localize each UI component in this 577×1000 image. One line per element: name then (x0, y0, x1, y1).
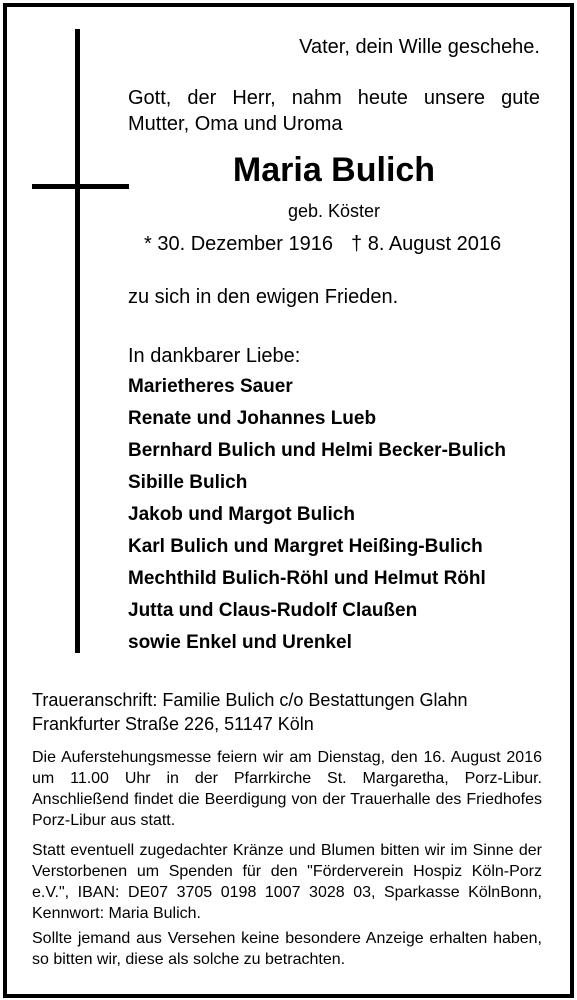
mourner: Jakob und Margot Bulich (128, 504, 355, 525)
mourner: sowie Enkel und Urenkel (128, 632, 352, 653)
motto: Vater, dein Wille geschehe. (299, 36, 540, 58)
birth-date: * 30. Dezember 1916 (144, 233, 334, 255)
mourning-address (32, 688, 468, 736)
life-dates (144, 233, 501, 256)
peace-text: zu sich in den ewigen Frieden. (128, 286, 399, 308)
intro-text: Gott, der Herr, nahm heute unsere gute Mutter, Oma und Uroma (128, 87, 540, 135)
mourner: Sibille Bulich (128, 472, 248, 493)
address-line: Frankfurter Straße 226, 51147 Köln (32, 714, 314, 734)
mourner: Mechthild Bulich-Röhl und Helmut Röhl (128, 568, 486, 589)
death-date: † 8. August 2016 (351, 233, 502, 255)
maiden-name: geb. Köster (287, 201, 381, 221)
mourner: Jutta und Claus-Rudolf Claußen (128, 600, 418, 621)
closing-note: Sollte jemand aus Versehen keine besondere Anzeige erhalten haben, so bitten wir, diese als solche zu betrachten. (32, 930, 542, 968)
mourner: Renate und Johannes Lueb (128, 408, 377, 429)
cross-icon-crossbar (32, 184, 129, 189)
address-line: Traueranschrift: Familie Bulich c/o Bestattungen Glahn (32, 690, 468, 710)
mourner: Karl Bulich und Margret Heißing-Bulich (128, 536, 483, 557)
mass-info: Die Auferstehungsmesse feiern wir am Dienstag, den 16. August 2016 um 11.00 Uhr in der Pfarrkirche St. Margaretha, Porz-Libur. Anschließend findet die Beerdigung von der Trauerhalle des Friedhofes Porz-Libur aus statt. (32, 749, 542, 829)
mourner: Bernhard Bulich und Helmi Becker-Bulich (128, 440, 506, 461)
mourners-list (128, 374, 506, 662)
thanks-heading: In dankbarer Liebe: (128, 345, 301, 367)
donation-info: Statt eventuell zugedachter Kränze und Blumen bitten wir im Sinne der Verstorbenen um Spenden für den "Förderverein Hospiz Köln-Porz e.V.", IBAN: DE07 3705 0198 1007 3028 03, Sparkasse KölnBonn, Kennwort: Maria Bulich. (32, 842, 542, 922)
mourner: Marietheres Sauer (128, 376, 293, 397)
deceased-name: Maria Bulich (232, 151, 436, 189)
cross-icon (75, 29, 80, 653)
